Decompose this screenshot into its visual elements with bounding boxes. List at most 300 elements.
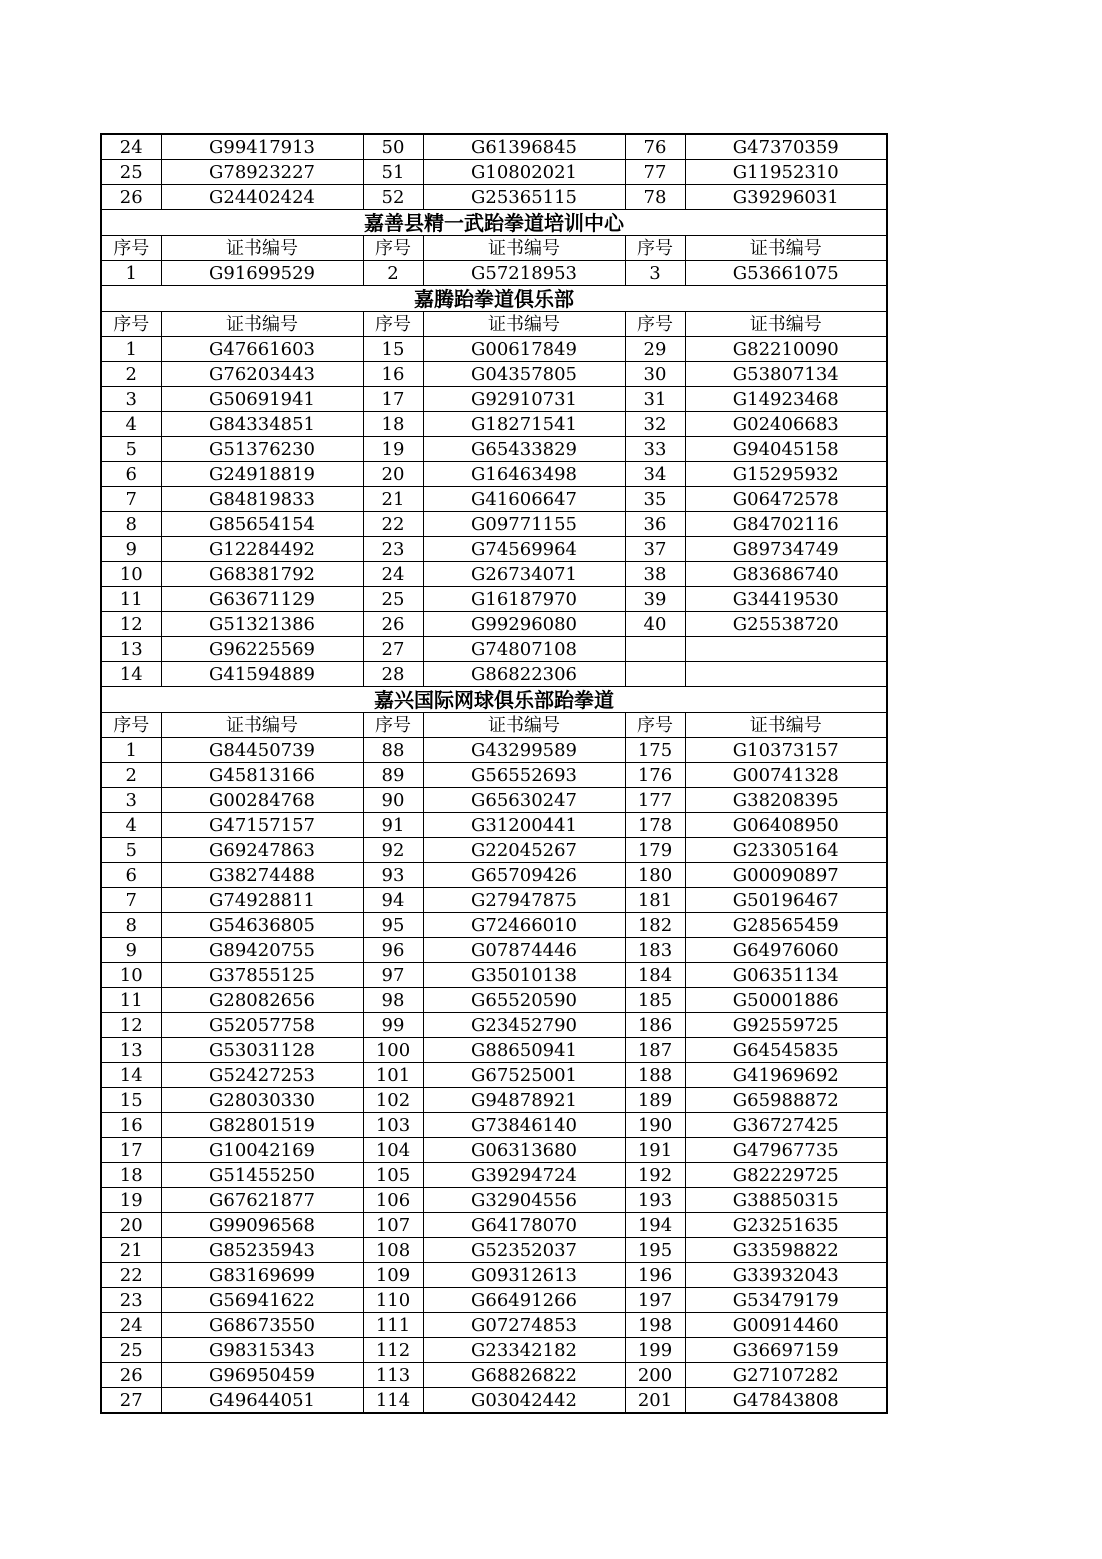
cert-no-cell: G92910731 — [423, 387, 625, 412]
cert-no-cell: G10373157 — [685, 738, 887, 763]
seq-cell: 5 — [101, 437, 161, 462]
cert-no-cell: G33932043 — [685, 1263, 887, 1288]
seq-cell: 98 — [363, 988, 423, 1013]
cert-no-cell: G68381792 — [161, 562, 363, 587]
seq-cell: 8 — [101, 913, 161, 938]
header-cert-no: 证书编号 — [423, 312, 625, 337]
cert-no-cell: G36697159 — [685, 1338, 887, 1363]
table-row — [101, 1363, 887, 1388]
table-row — [101, 437, 887, 462]
cert-no-cell: G99096568 — [161, 1213, 363, 1238]
cert-no-cell: G51376230 — [161, 437, 363, 462]
seq-cell: 177 — [625, 788, 685, 813]
cert-no-cell: G28082656 — [161, 988, 363, 1013]
seq-cell: 196 — [625, 1263, 685, 1288]
header-cert-no: 证书编号 — [161, 236, 363, 261]
cert-no-cell — [685, 637, 887, 662]
cert-no-cell: G10802021 — [423, 160, 625, 185]
cert-no-cell: G50001886 — [685, 988, 887, 1013]
seq-cell: 186 — [625, 1013, 685, 1038]
header-seq: 序号 — [363, 312, 423, 337]
cert-no-cell: G47843808 — [685, 1388, 887, 1414]
seq-cell: 17 — [363, 387, 423, 412]
table-row — [101, 1063, 887, 1088]
cert-no-cell: G02406683 — [685, 412, 887, 437]
seq-cell: 2 — [363, 261, 423, 286]
seq-cell: 10 — [101, 562, 161, 587]
cert-no-cell: G64178070 — [423, 1213, 625, 1238]
seq-cell: 95 — [363, 913, 423, 938]
header-seq: 序号 — [625, 236, 685, 261]
seq-cell: 9 — [101, 938, 161, 963]
cert-no-cell: G65709426 — [423, 863, 625, 888]
cert-no-cell: G47967735 — [685, 1138, 887, 1163]
cert-no-cell: G24918819 — [161, 462, 363, 487]
cert-no-cell: G74569964 — [423, 537, 625, 562]
cert-no-cell: G94878921 — [423, 1088, 625, 1113]
cert-no-cell: G92559725 — [685, 1013, 887, 1038]
cert-no-cell: G64545835 — [685, 1038, 887, 1063]
seq-cell: 13 — [101, 637, 161, 662]
seq-cell: 184 — [625, 963, 685, 988]
seq-cell: 90 — [363, 788, 423, 813]
cert-no-cell: G88650941 — [423, 1038, 625, 1063]
cert-no-cell: G72466010 — [423, 913, 625, 938]
table-row — [101, 1113, 887, 1138]
cert-no-cell: G57218953 — [423, 261, 625, 286]
seq-cell: 113 — [363, 1363, 423, 1388]
certificate-table — [100, 133, 888, 1414]
table-row — [101, 963, 887, 988]
seq-cell: 2 — [101, 763, 161, 788]
cert-no-cell: G84819833 — [161, 487, 363, 512]
cert-no-cell: G76203443 — [161, 362, 363, 387]
seq-cell: 111 — [363, 1313, 423, 1338]
cert-no-cell: G68673550 — [161, 1313, 363, 1338]
seq-cell: 100 — [363, 1038, 423, 1063]
table-row — [101, 562, 887, 587]
seq-cell: 176 — [625, 763, 685, 788]
table-row — [101, 1388, 887, 1414]
seq-cell: 200 — [625, 1363, 685, 1388]
header-seq: 序号 — [101, 713, 161, 738]
section-title-row — [101, 210, 887, 236]
header-seq: 序号 — [101, 312, 161, 337]
seq-cell: 16 — [101, 1113, 161, 1138]
seq-cell: 194 — [625, 1213, 685, 1238]
cert-no-cell: G96950459 — [161, 1363, 363, 1388]
seq-cell: 201 — [625, 1388, 685, 1414]
cert-no-cell: G16187970 — [423, 587, 625, 612]
seq-cell: 106 — [363, 1188, 423, 1213]
cert-no-cell: G09312613 — [423, 1263, 625, 1288]
cert-no-cell: G85235943 — [161, 1238, 363, 1263]
seq-cell: 1 — [101, 738, 161, 763]
cert-no-cell: G52427253 — [161, 1063, 363, 1088]
table-row — [101, 1263, 887, 1288]
seq-cell: 20 — [363, 462, 423, 487]
cert-no-cell: G39296031 — [685, 185, 887, 210]
cert-no-cell: G66491266 — [423, 1288, 625, 1313]
cert-no-cell: G65520590 — [423, 988, 625, 1013]
cert-no-cell: G39294724 — [423, 1163, 625, 1188]
seq-cell: 5 — [101, 838, 161, 863]
seq-cell: 18 — [101, 1163, 161, 1188]
cert-no-cell: G74928811 — [161, 888, 363, 913]
table-row — [101, 1213, 887, 1238]
table-row — [101, 1288, 887, 1313]
header-seq: 序号 — [625, 312, 685, 337]
cert-no-cell: G56552693 — [423, 763, 625, 788]
seq-cell: 17 — [101, 1138, 161, 1163]
cert-no-cell: G38274488 — [161, 863, 363, 888]
table-row — [101, 487, 887, 512]
cert-no-cell: G32904556 — [423, 1188, 625, 1213]
seq-cell: 25 — [101, 1338, 161, 1363]
seq-cell: 188 — [625, 1063, 685, 1088]
seq-cell: 15 — [363, 337, 423, 362]
table-row — [101, 637, 887, 662]
header-seq: 序号 — [101, 236, 161, 261]
header-seq: 序号 — [625, 713, 685, 738]
seq-cell: 25 — [101, 160, 161, 185]
table-row — [101, 1188, 887, 1213]
cert-no-cell: G82801519 — [161, 1113, 363, 1138]
seq-cell: 92 — [363, 838, 423, 863]
seq-cell: 52 — [363, 185, 423, 210]
seq-cell: 12 — [101, 1013, 161, 1038]
section-title-row — [101, 286, 887, 312]
seq-cell: 4 — [101, 412, 161, 437]
cert-no-cell: G51321386 — [161, 612, 363, 637]
seq-cell: 191 — [625, 1138, 685, 1163]
seq-cell: 187 — [625, 1038, 685, 1063]
cert-no-cell: G33598822 — [685, 1238, 887, 1263]
seq-cell: 195 — [625, 1238, 685, 1263]
seq-cell: 30 — [625, 362, 685, 387]
cert-no-cell: G67525001 — [423, 1063, 625, 1088]
seq-cell: 27 — [363, 637, 423, 662]
header-cert-no: 证书编号 — [685, 236, 887, 261]
seq-cell: 103 — [363, 1113, 423, 1138]
cert-no-cell: G31200441 — [423, 813, 625, 838]
seq-cell: 193 — [625, 1188, 685, 1213]
table-row — [101, 1238, 887, 1263]
seq-cell: 175 — [625, 738, 685, 763]
seq-cell: 114 — [363, 1388, 423, 1414]
table-row — [101, 763, 887, 788]
seq-cell: 19 — [363, 437, 423, 462]
seq-cell: 37 — [625, 537, 685, 562]
cert-no-cell: G51455250 — [161, 1163, 363, 1188]
seq-cell: 197 — [625, 1288, 685, 1313]
cert-no-cell: G53661075 — [685, 261, 887, 286]
table-row — [101, 387, 887, 412]
cert-no-cell: G09771155 — [423, 512, 625, 537]
seq-cell: 31 — [625, 387, 685, 412]
table-row — [101, 1338, 887, 1363]
table-row — [101, 1038, 887, 1063]
seq-cell: 10 — [101, 963, 161, 988]
cert-no-cell: G85654154 — [161, 512, 363, 537]
table-row — [101, 938, 887, 963]
header-row — [101, 312, 887, 337]
section-title: 嘉兴国际网球俱乐部跆拳道 — [101, 687, 887, 713]
cert-no-cell: G28565459 — [685, 913, 887, 938]
seq-cell: 21 — [363, 487, 423, 512]
cert-no-cell: G53807134 — [685, 362, 887, 387]
cert-no-cell: G65988872 — [685, 1088, 887, 1113]
seq-cell: 183 — [625, 938, 685, 963]
seq-cell: 77 — [625, 160, 685, 185]
seq-cell: 1 — [101, 337, 161, 362]
cert-no-cell: G99417913 — [161, 134, 363, 160]
table-row — [101, 863, 887, 888]
seq-cell: 18 — [363, 412, 423, 437]
seq-cell: 24 — [363, 562, 423, 587]
header-cert-no: 证书编号 — [161, 312, 363, 337]
cert-no-cell: G41606647 — [423, 487, 625, 512]
cert-no-cell: G68826822 — [423, 1363, 625, 1388]
certificate-table-body — [101, 134, 887, 1413]
cert-no-cell: G82210090 — [685, 337, 887, 362]
table-row — [101, 362, 887, 387]
table-row — [101, 1313, 887, 1338]
seq-cell: 93 — [363, 863, 423, 888]
seq-cell: 24 — [101, 1313, 161, 1338]
cert-no-cell: G53479179 — [685, 1288, 887, 1313]
cert-no-cell: G61396845 — [423, 134, 625, 160]
cert-no-cell: G07274853 — [423, 1313, 625, 1338]
table-row — [101, 788, 887, 813]
cert-no-cell: G52352037 — [423, 1238, 625, 1263]
seq-cell: 7 — [101, 888, 161, 913]
table-row — [101, 813, 887, 838]
seq-cell: 192 — [625, 1163, 685, 1188]
cert-no-cell: G00741328 — [685, 763, 887, 788]
cert-no-cell: G94045158 — [685, 437, 887, 462]
seq-cell: 14 — [101, 1063, 161, 1088]
section-title: 嘉腾跆拳道俱乐部 — [101, 286, 887, 312]
cert-no-cell: G50691941 — [161, 387, 363, 412]
cert-no-cell: G38850315 — [685, 1188, 887, 1213]
cert-no-cell: G98315343 — [161, 1338, 363, 1363]
seq-cell: 108 — [363, 1238, 423, 1263]
seq-cell: 91 — [363, 813, 423, 838]
table-row — [101, 1163, 887, 1188]
seq-cell: 26 — [363, 612, 423, 637]
seq-cell: 102 — [363, 1088, 423, 1113]
cert-no-cell: G37855125 — [161, 963, 363, 988]
seq-cell: 25 — [363, 587, 423, 612]
seq-cell: 6 — [101, 863, 161, 888]
seq-cell: 112 — [363, 1338, 423, 1363]
cert-no-cell: G89734749 — [685, 537, 887, 562]
cert-no-cell: G52057758 — [161, 1013, 363, 1038]
table-row — [101, 612, 887, 637]
seq-cell: 101 — [363, 1063, 423, 1088]
cert-no-cell: G78923227 — [161, 160, 363, 185]
cert-no-cell: G83169699 — [161, 1263, 363, 1288]
cert-no-cell: G69247863 — [161, 838, 363, 863]
seq-cell: 99 — [363, 1013, 423, 1038]
seq-cell — [625, 637, 685, 662]
table-row — [101, 462, 887, 487]
cert-no-cell: G65433829 — [423, 437, 625, 462]
seq-cell: 33 — [625, 437, 685, 462]
header-row — [101, 236, 887, 261]
cert-no-cell: G41969692 — [685, 1063, 887, 1088]
seq-cell: 182 — [625, 913, 685, 938]
seq-cell: 4 — [101, 813, 161, 838]
cert-no-cell: G53031128 — [161, 1038, 363, 1063]
seq-cell: 94 — [363, 888, 423, 913]
cert-no-cell: G12284492 — [161, 537, 363, 562]
table-row — [101, 185, 887, 210]
cert-no-cell: G11952310 — [685, 160, 887, 185]
table-row — [101, 888, 887, 913]
cert-no-cell: G47157157 — [161, 813, 363, 838]
seq-cell: 32 — [625, 412, 685, 437]
seq-cell: 28 — [363, 662, 423, 687]
header-cert-no: 证书编号 — [423, 236, 625, 261]
cert-no-cell: G65630247 — [423, 788, 625, 813]
cert-no-cell: G04357805 — [423, 362, 625, 387]
cert-no-cell: G36727425 — [685, 1113, 887, 1138]
seq-cell: 107 — [363, 1213, 423, 1238]
cert-no-cell: G54636805 — [161, 913, 363, 938]
cert-no-cell: G15295932 — [685, 462, 887, 487]
seq-cell: 179 — [625, 838, 685, 863]
seq-cell: 1 — [101, 261, 161, 286]
cert-no-cell: G49644051 — [161, 1388, 363, 1414]
cert-no-cell: G96225569 — [161, 637, 363, 662]
seq-cell: 51 — [363, 160, 423, 185]
cert-no-cell: G23342182 — [423, 1338, 625, 1363]
seq-cell: 13 — [101, 1038, 161, 1063]
cert-no-cell: G41594889 — [161, 662, 363, 687]
seq-cell: 12 — [101, 612, 161, 637]
cert-no-cell: G43299589 — [423, 738, 625, 763]
section-title-row — [101, 687, 887, 713]
cert-no-cell: G82229725 — [685, 1163, 887, 1188]
table-row — [101, 738, 887, 763]
cert-no-cell: G84334851 — [161, 412, 363, 437]
table-row — [101, 537, 887, 562]
seq-cell: 8 — [101, 512, 161, 537]
cert-no-cell: G56941622 — [161, 1288, 363, 1313]
seq-cell: 199 — [625, 1338, 685, 1363]
table-row — [101, 160, 887, 185]
table-row — [101, 412, 887, 437]
cert-no-cell: G14923468 — [685, 387, 887, 412]
seq-cell: 23 — [101, 1288, 161, 1313]
table-row — [101, 838, 887, 863]
seq-cell: 20 — [101, 1213, 161, 1238]
cert-no-cell: G27947875 — [423, 888, 625, 913]
cert-no-cell: G45813166 — [161, 763, 363, 788]
seq-cell — [625, 662, 685, 687]
table-row — [101, 913, 887, 938]
cert-no-cell: G89420755 — [161, 938, 363, 963]
seq-cell: 21 — [101, 1238, 161, 1263]
cert-no-cell: G00284768 — [161, 788, 363, 813]
seq-cell: 34 — [625, 462, 685, 487]
cert-no-cell: G06313680 — [423, 1138, 625, 1163]
cert-no-cell — [685, 662, 887, 687]
header-cert-no: 证书编号 — [685, 312, 887, 337]
seq-cell: 89 — [363, 763, 423, 788]
cert-no-cell: G24402424 — [161, 185, 363, 210]
seq-cell: 26 — [101, 185, 161, 210]
seq-cell: 38 — [625, 562, 685, 587]
cert-no-cell: G47370359 — [685, 134, 887, 160]
cert-no-cell: G25538720 — [685, 612, 887, 637]
seq-cell: 189 — [625, 1088, 685, 1113]
cert-no-cell: G06408950 — [685, 813, 887, 838]
cert-no-cell: G00914460 — [685, 1313, 887, 1338]
table-row — [101, 1013, 887, 1038]
seq-cell: 181 — [625, 888, 685, 913]
seq-cell: 23 — [363, 537, 423, 562]
seq-cell: 27 — [101, 1388, 161, 1414]
cert-no-cell: G25365115 — [423, 185, 625, 210]
seq-cell: 40 — [625, 612, 685, 637]
cert-no-cell: G47661603 — [161, 337, 363, 362]
cert-no-cell: G10042169 — [161, 1138, 363, 1163]
seq-cell: 185 — [625, 988, 685, 1013]
seq-cell: 16 — [363, 362, 423, 387]
cert-no-cell: G84450739 — [161, 738, 363, 763]
cert-no-cell: G23452790 — [423, 1013, 625, 1038]
cert-no-cell: G26734071 — [423, 562, 625, 587]
seq-cell: 88 — [363, 738, 423, 763]
cert-no-cell: G00617849 — [423, 337, 625, 362]
cert-no-cell: G91699529 — [161, 261, 363, 286]
seq-cell: 6 — [101, 462, 161, 487]
seq-cell: 105 — [363, 1163, 423, 1188]
cert-no-cell: G35010138 — [423, 963, 625, 988]
seq-cell: 78 — [625, 185, 685, 210]
seq-cell: 190 — [625, 1113, 685, 1138]
cert-no-cell: G03042442 — [423, 1388, 625, 1414]
cert-no-cell: G34419530 — [685, 587, 887, 612]
cert-no-cell: G27107282 — [685, 1363, 887, 1388]
cert-no-cell: G67621877 — [161, 1188, 363, 1213]
seq-cell: 3 — [101, 387, 161, 412]
cert-no-cell: G99296080 — [423, 612, 625, 637]
seq-cell: 9 — [101, 537, 161, 562]
seq-cell: 39 — [625, 587, 685, 612]
cert-no-cell: G74807108 — [423, 637, 625, 662]
cert-no-cell: G73846140 — [423, 1113, 625, 1138]
seq-cell: 26 — [101, 1363, 161, 1388]
seq-cell: 104 — [363, 1138, 423, 1163]
seq-cell: 3 — [625, 261, 685, 286]
table-row — [101, 337, 887, 362]
table-row — [101, 134, 887, 160]
header-seq: 序号 — [363, 713, 423, 738]
cert-no-cell: G16463498 — [423, 462, 625, 487]
seq-cell: 178 — [625, 813, 685, 838]
seq-cell: 36 — [625, 512, 685, 537]
seq-cell: 198 — [625, 1313, 685, 1338]
table-row — [101, 1088, 887, 1113]
cert-no-cell: G63671129 — [161, 587, 363, 612]
cert-no-cell: G28030330 — [161, 1088, 363, 1113]
seq-cell: 14 — [101, 662, 161, 687]
cert-no-cell: G06472578 — [685, 487, 887, 512]
